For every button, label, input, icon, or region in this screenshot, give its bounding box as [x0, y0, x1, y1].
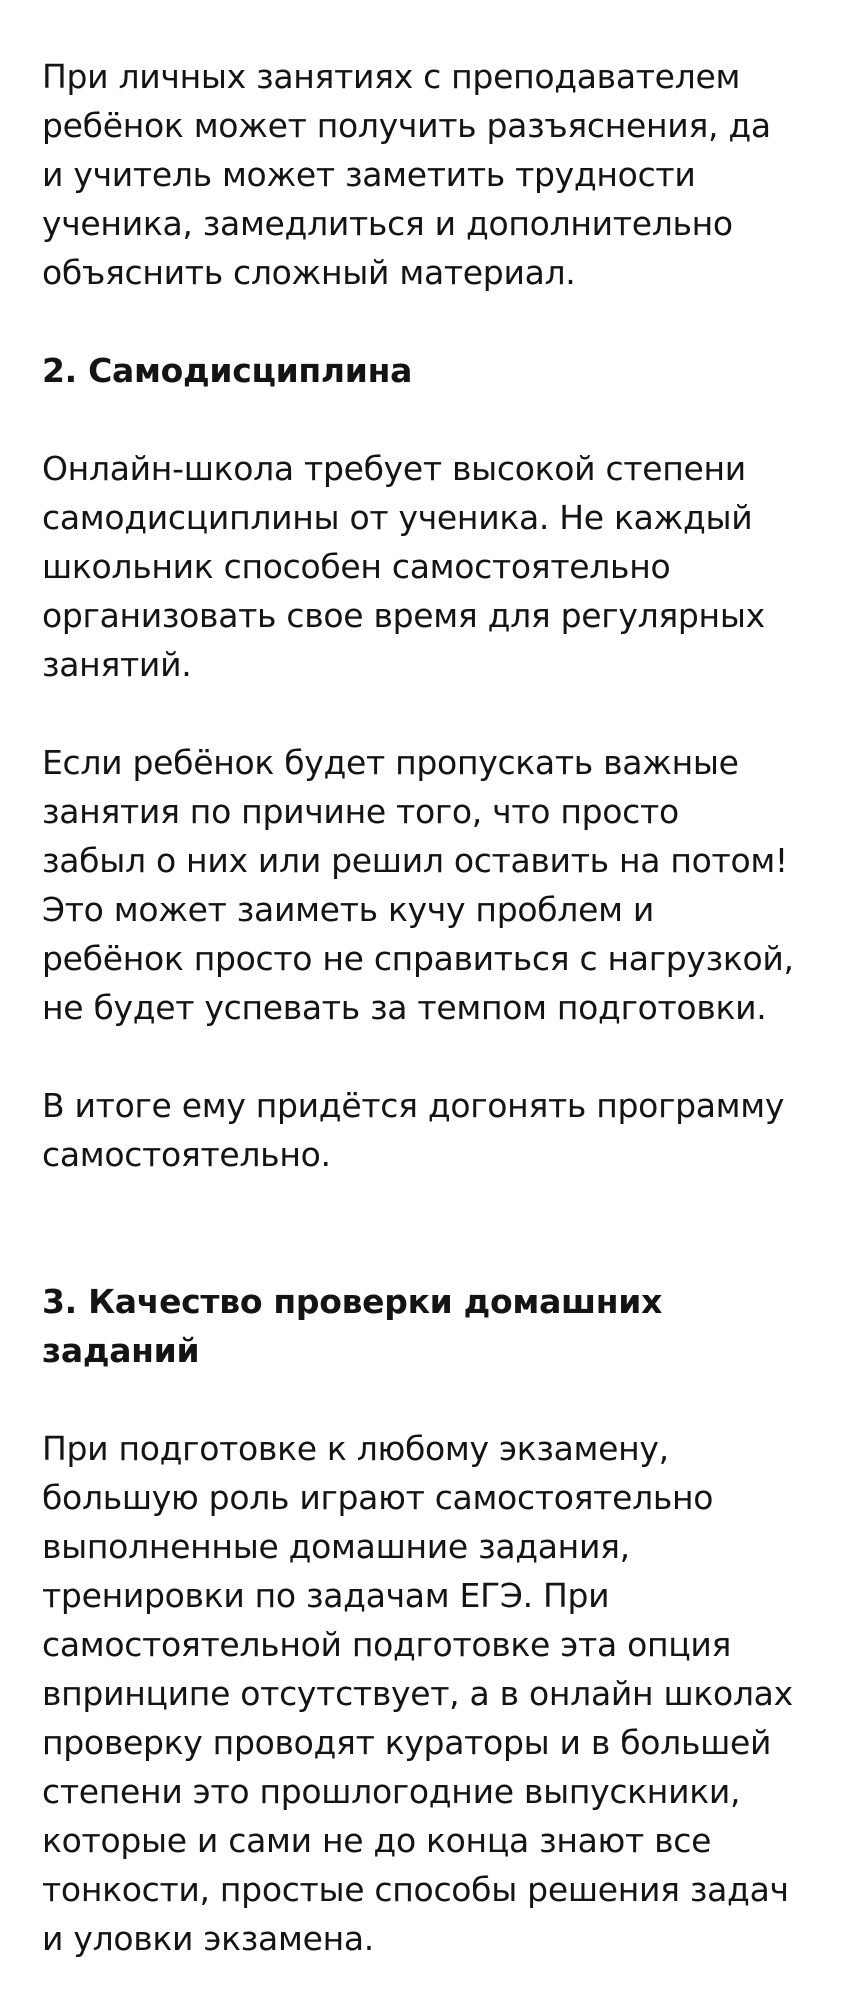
heading-self-discipline: 2. Самодисциплина	[42, 351, 413, 390]
paragraph-homework-check: При подготовке к любому экзамену, большую роль играют самостоятельно выполненные домашние задания, тренировки по задачам ЕГЭ. При самостоятельной подготовке эта опция впринципе отсутствует, а в онлайн школах проверку проводят кураторы и в большей степени это прошлогодние выпускники, которые и сами не до конца знают все тонкости, простые способы решения задач и уловки экзамена.	[42, 1429, 793, 1958]
heading-homework-quality: 3. Качество проверки домашних заданий	[42, 1282, 663, 1370]
paragraph-skipping-lessons: Если ребёнок будет пропускать важные занятия по причине того, что просто забыл о них или решил оставить на потом! Это может заиметь кучу проблем и ребёнок просто не справиться с нагрузкой, не будет успевать за темпом подготовки.	[42, 743, 794, 1027]
paragraph-catch-up: В итоге ему придётся догонять программу самостоятельно.	[42, 1086, 785, 1174]
paragraph-personal-lessons: При личных занятиях с преподавателем ребёнок может получить разъяснения, да и учитель может заметить трудности ученика, замедлиться и дополнительно объяснить сложный материал.	[42, 57, 771, 292]
article-body	[42, 52, 812, 1963]
paragraph-self-discipline: Онлайн-школа требует высокой степени самодисциплины от ученика. Не каждый школьник способен самостоятельно организовать свое время для регулярных занятий.	[42, 449, 765, 684]
